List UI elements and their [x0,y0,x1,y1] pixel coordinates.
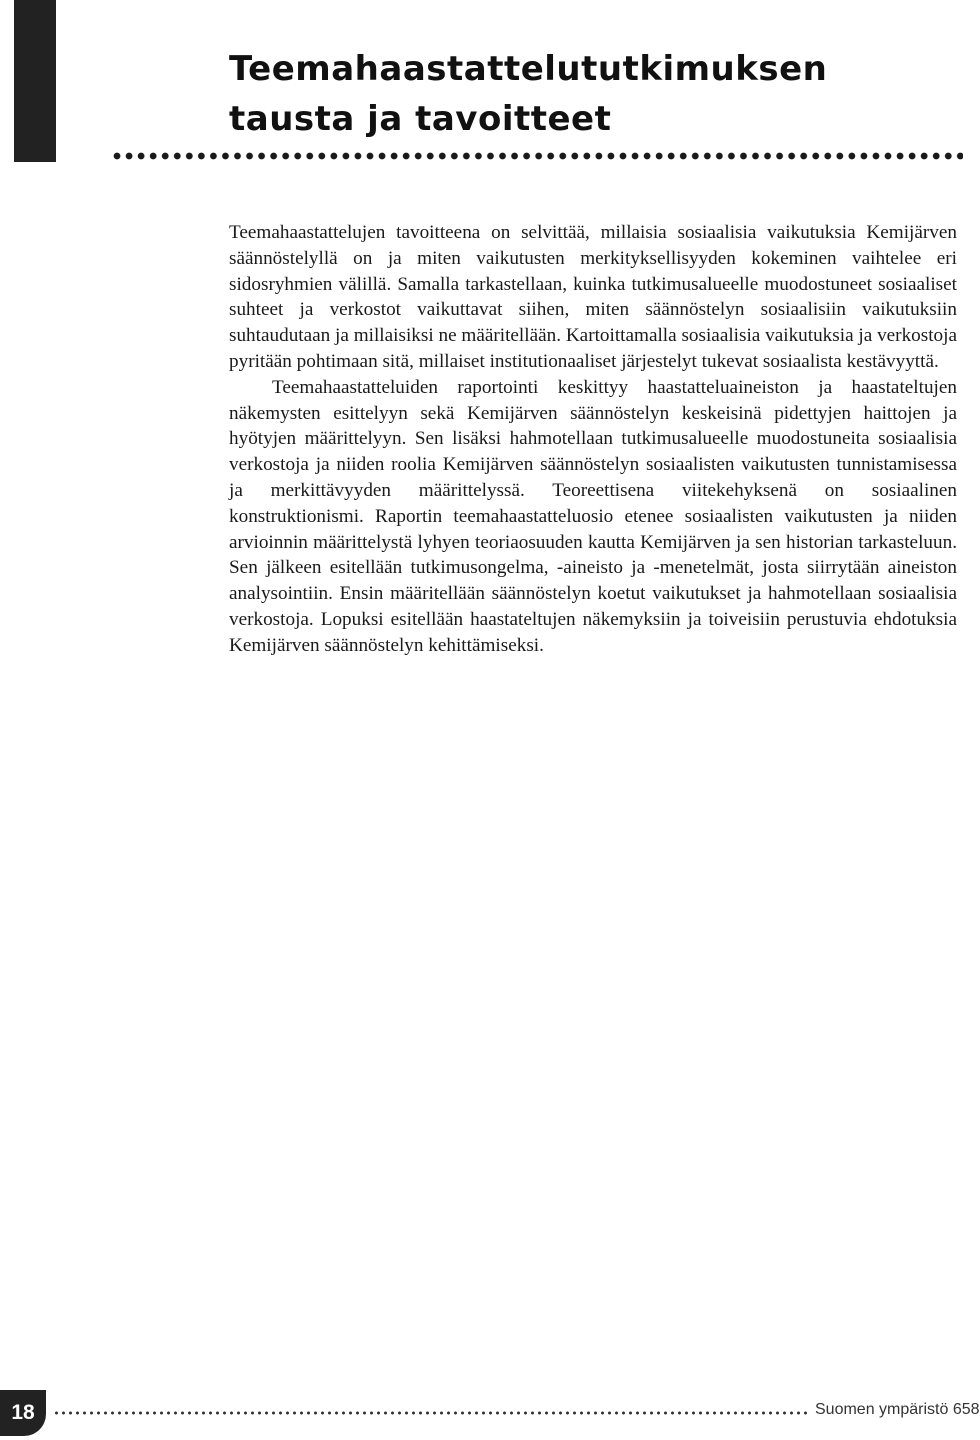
footer-dotted-rule [53,1410,809,1416]
title-dotted-rule [111,151,963,161]
side-bar-decoration [14,0,56,162]
page-number: 18 [0,1390,46,1436]
paragraph-2: Teemahaastatteluiden raportointi keskittyy haastatteluaineiston ja haastateltujen näkemysten esittelyyn sekä Kemijärven säännöstelyn keskeisinä pidettyjen haittojen ja hyötyjen määrittelyyn. Sen lisäksi hahmotellaan tutkimusalueelle muodostuneita sosiaalisia verkostoja ja niiden roolia Kemijärven säännöstelyn sosiaalisten vaikutusten tunnistamisessa ja merkittävyyden määrittelyssä. Teoreettisena viitekehyksenä on sosiaalinen konstruktionismi. Raportin teemahaastatteluosio etenee sosiaalisten vaikutusten ja niiden arvioinnin määrittelystä lyhyen teoriaosuuden kautta Kemijärven ja sen historian tarkasteluun. Sen jälkeen esitellään tutkimusongelma, -aineisto ja -menetelmät, josta siirrytään aineiston analysointiin. Ensin määritellään säännöstelyn koetut vaikutukset ja hahmotellaan sosiaalisia verkostoja. Lopuksi esitellään haastateltujen näkemyksiin ja toiveisiin perustuvia ehdotuksia Kemijärven säännöstelyn kehittämiseksi. [229,376,957,656]
paragraph-1: Teemahaastattelujen tavoitteena on selvittää, millaisia sosiaalisia vaikutuksia Kemijärven säännöstelyllä on ja miten vaikutusten merkityksellisyyden kokeminen vaihtelee eri sidosryhmien välillä. Samalla tarkastellaan, kuinka tutkimusalueelle muodostuneet sosiaaliset suhteet ja verkostot vaikuttavat siihen, miten säännöstelyn sosiaalisiin vaikutuksiin suhtaudutaan ja millaisiksi ne määritellään. Kartoittamalla sosiaalisia vaikutuksia ja verkostoja pyritään pohtimaan sitä, millaiset institutionaaliset järjestelyt tukevat sosiaalista kestävyyttä. [229,222,957,372]
title-line-2: tausta ja tavoitteet [229,99,612,139]
publication-name: Suomen ympäristö 658 [815,1401,980,1418]
page-title [229,44,929,144]
title-line-1: Teemahaastattelututkimuksen [229,49,828,89]
body-text [229,220,957,659]
